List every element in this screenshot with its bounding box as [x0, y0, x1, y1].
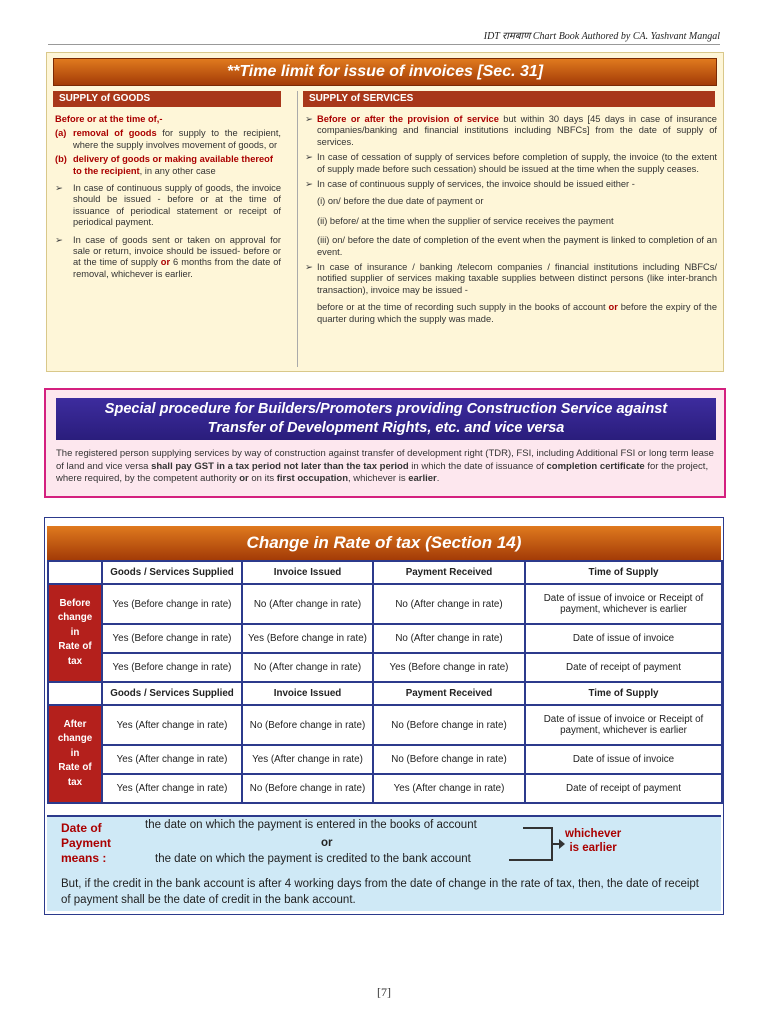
s2-text-b: shall pay GST in a tax period not later than the tax period — [151, 460, 409, 472]
col-header: Goods / Services Supplied — [102, 682, 242, 705]
change-in-rate-section — [44, 517, 724, 915]
col-header: Time of Supply — [525, 561, 722, 584]
section3-title: Change in Rate of tax (Section 14) — [47, 526, 721, 560]
payment-definition-2: the date on which the payment is credited to the bank account — [155, 853, 471, 865]
table-cell: No (Before change in rate) — [242, 705, 373, 745]
after-label-line: tax — [67, 776, 83, 788]
services-bullet-4-text: In case of insurance / banking /telecom companies / financial institutions including NBFCs/ notified supplier of services making taxable supplies between distinct persons (like inter-branch transaction), invoice may be issued - — [317, 262, 717, 295]
services-bullet-4-tail — [317, 302, 717, 325]
bracket-line-bottom — [509, 859, 553, 861]
table-cell: No (Before change in rate) — [242, 774, 373, 803]
services-option-ii: (ii) before/ at the time when the supplier of service receives the payment — [317, 215, 614, 226]
goods-item-a-label: (a) — [55, 128, 67, 139]
table-header-row — [48, 561, 722, 584]
before-change-label — [48, 584, 102, 682]
table-row — [48, 653, 722, 682]
s2-text-f: or — [239, 473, 249, 484]
table-cell: Yes (After change in rate) — [373, 774, 525, 803]
table-cell: Date of receipt of payment — [525, 774, 722, 803]
services-tail-or: or — [608, 302, 618, 313]
date-of-payment-box — [47, 815, 721, 911]
col-header: Invoice Issued — [242, 561, 373, 584]
goods-item-b-rest: , in any other case — [139, 165, 216, 176]
table-cell: No (After change in rate) — [242, 653, 373, 682]
goods-item-b-bold: delivery of goods or making available thereof to the recipient — [73, 154, 273, 176]
table-row — [48, 624, 722, 653]
table-cell: Date of issue of invoice or Receipt of payment, whichever is earlier — [525, 584, 722, 624]
blank-cell — [48, 561, 102, 584]
section1-title: **Time limit for issue of invoices [Sec. 31] — [53, 58, 717, 86]
services-bullet-2-text: In case of cessation of supply of services before completion of supply, the invoice (to the extent of supply made before such cessation) should be issued at the time when the supply ceases. — [317, 152, 717, 174]
table-cell: Yes (Before change in rate) — [242, 624, 373, 653]
section2-title — [56, 398, 716, 440]
payment-label-line: Payment — [61, 836, 112, 850]
s2-text-g: on its — [248, 473, 277, 484]
services-bullet-4 — [305, 262, 717, 296]
services-bullet-2 — [305, 152, 717, 175]
after-label-line: change — [57, 733, 93, 745]
services-option-iii: (iii) on/ before the date of completion of the event when the payment is linked to completion of an event. — [317, 235, 717, 257]
services-tail-a: before or at the time of recording such supply in the books of account — [317, 302, 609, 313]
goods-item-a-bold: removal of goods — [73, 128, 157, 139]
after-label-line: After — [63, 718, 87, 730]
whichever-earlier — [565, 827, 621, 855]
services-tail-b: before the expiry of the quarter during which the supply was made. — [317, 302, 717, 324]
table-cell: Yes (After change in rate) — [242, 745, 373, 774]
goods-bullet-1 — [55, 183, 281, 229]
column-divider — [297, 91, 298, 367]
s2-text-h: first occupation — [276, 473, 349, 484]
services-column — [305, 114, 717, 325]
section2-title-line1: Special procedure for Builders/Promoters providing Construction Service against — [104, 401, 668, 417]
services-bullet-1-rest: but within 30 days [45 days in case of insurance companies/banking and financial institutions including NBFCs] from the date of supply of services. — [317, 114, 717, 147]
goods-heading: SUPPLY of GOODS — [53, 91, 281, 107]
whichever-line: is earlier — [569, 842, 617, 854]
col-header: Payment Received — [373, 561, 525, 584]
services-bullet-3 — [305, 179, 717, 190]
services-bullet-1 — [305, 114, 717, 148]
goods-bullet-2-a: In case of goods sent or taken on approval for sale or return, invoice should be issued- before or at the time of supply — [73, 234, 281, 268]
table-cell: Date of issue of invoice — [525, 745, 722, 774]
payment-note: But, if the credit in the bank account is after 4 working days from the date of change in the rate of tax, then, the date of receipt of payment shall be the date of credit in the bank account. — [61, 878, 699, 906]
col-header: Time of Supply — [525, 682, 722, 705]
date-of-payment-label — [61, 821, 111, 866]
goods-item-b-label: (b) — [55, 154, 67, 165]
col-header: Goods / Services Supplied — [102, 561, 242, 584]
arrow-bullet-icon: ➢ — [55, 183, 63, 194]
whichever-line: whichever — [565, 828, 622, 840]
table-cell: Date of issue of invoice — [525, 624, 722, 653]
table-row — [48, 584, 722, 624]
s2-text-k: . — [436, 473, 440, 484]
table-cell: Yes (Before change in rate) — [373, 653, 525, 682]
goods-bullet-2 — [55, 235, 281, 281]
before-label-line: in — [70, 626, 80, 638]
goods-column — [55, 114, 281, 280]
goods-before: Before or at the time of,- — [55, 114, 163, 124]
after-label-line: Rate of — [58, 762, 92, 774]
page-header: IDT रामबाण Chart Book Authored by CA. Yashvant Mangal — [483, 31, 720, 42]
services-bullet-1-bold: Before or after the provision of service — [317, 114, 499, 124]
s2-text-d: completion certificate — [546, 460, 645, 472]
s2-text-a: The registered person supplying services by way of construction against transfer of development right (TDR), FSI, including Additional FSI or long term lease of land and vice versa — [56, 448, 714, 472]
arrow-bullet-icon: ➢ — [305, 179, 313, 190]
table-cell: Yes (After change in rate) — [102, 705, 242, 745]
rate-change-table — [47, 560, 723, 804]
after-label-line: in — [70, 747, 80, 759]
invoice-time-limit-section — [46, 52, 724, 372]
payment-label-line: Date of — [61, 821, 102, 835]
table-row — [48, 705, 722, 745]
payment-definition-1: the date on which the payment is entered in the books of account — [145, 819, 477, 831]
goods-bullet-2-or: or — [160, 257, 171, 268]
table-cell: Yes (Before change in rate) — [102, 624, 242, 653]
table-cell: Yes (After change in rate) — [102, 745, 242, 774]
table-cell: Yes (After change in rate) — [102, 774, 242, 803]
goods-bullet-2-b: 6 months from the date of removal, whichever is earlier. — [73, 257, 281, 279]
section2-paragraph — [56, 448, 716, 486]
goods-item-a — [55, 128, 281, 151]
col-header: Payment Received — [373, 682, 525, 705]
table-cell: No (After change in rate) — [242, 584, 373, 624]
payment-or: or — [321, 837, 333, 849]
goods-item-a-rest: for supply to the recipient, where the supply involves movement of goods, or — [73, 128, 281, 150]
s2-text-j: earlier — [408, 473, 437, 484]
col-header: Invoice Issued — [242, 682, 373, 705]
table-cell: No (After change in rate) — [373, 624, 525, 653]
page-number: [7] — [377, 985, 391, 999]
s2-text-e: for the project, where required, by the competent authority — [56, 460, 709, 484]
table-row — [48, 745, 722, 774]
table-cell: Date of receipt of payment — [525, 653, 722, 682]
before-label-line: tax — [67, 655, 83, 667]
arrow-bullet-icon: ➢ — [305, 114, 313, 124]
arrow-bullet-icon: ➢ — [305, 262, 313, 273]
table-header-row — [48, 682, 722, 705]
arrow-bullet-icon: ➢ — [305, 152, 313, 163]
header-rule — [48, 44, 720, 45]
arrow-bullet-icon: ➢ — [55, 234, 63, 245]
section2-title-line2: Transfer of Development Rights, etc. and vice versa — [207, 420, 565, 436]
table-cell: No (Before change in rate) — [373, 745, 525, 774]
s2-text-i: , whichever is — [348, 473, 409, 484]
services-heading: SUPPLY of SERVICES — [303, 91, 715, 107]
table-cell: Yes (Before change in rate) — [102, 584, 242, 624]
goods-item-b — [55, 154, 281, 177]
table-cell: No (After change in rate) — [373, 584, 525, 624]
before-label-line: change — [57, 612, 93, 624]
before-label-line: Rate of — [58, 641, 92, 653]
table-cell: Date of issue of invoice or Receipt of payment, whichever is earlier — [525, 705, 722, 745]
services-bullet-3-text: In case of continuous supply of services, the invoice should be issued either - — [317, 179, 635, 190]
after-change-label — [48, 705, 102, 803]
table-row — [48, 774, 722, 803]
builders-special-procedure-section — [44, 388, 726, 498]
s2-text-c: in which the date of issuance of — [408, 460, 547, 472]
table-cell: No (Before change in rate) — [373, 705, 525, 745]
before-label-line: Before — [59, 597, 91, 609]
payment-label-line: means : — [61, 851, 107, 865]
bracket-line-top — [523, 827, 553, 829]
goods-bullet-1-text: In case of continuous supply of goods, the invoice should be issued - before or at the time of issuance of periodical statement or receipt of periodical payment. — [73, 183, 281, 228]
table-cell: Yes (Before change in rate) — [102, 653, 242, 682]
blank-cell — [48, 682, 102, 705]
services-option-i: (i) on/ before the due date of payment or — [317, 196, 484, 207]
